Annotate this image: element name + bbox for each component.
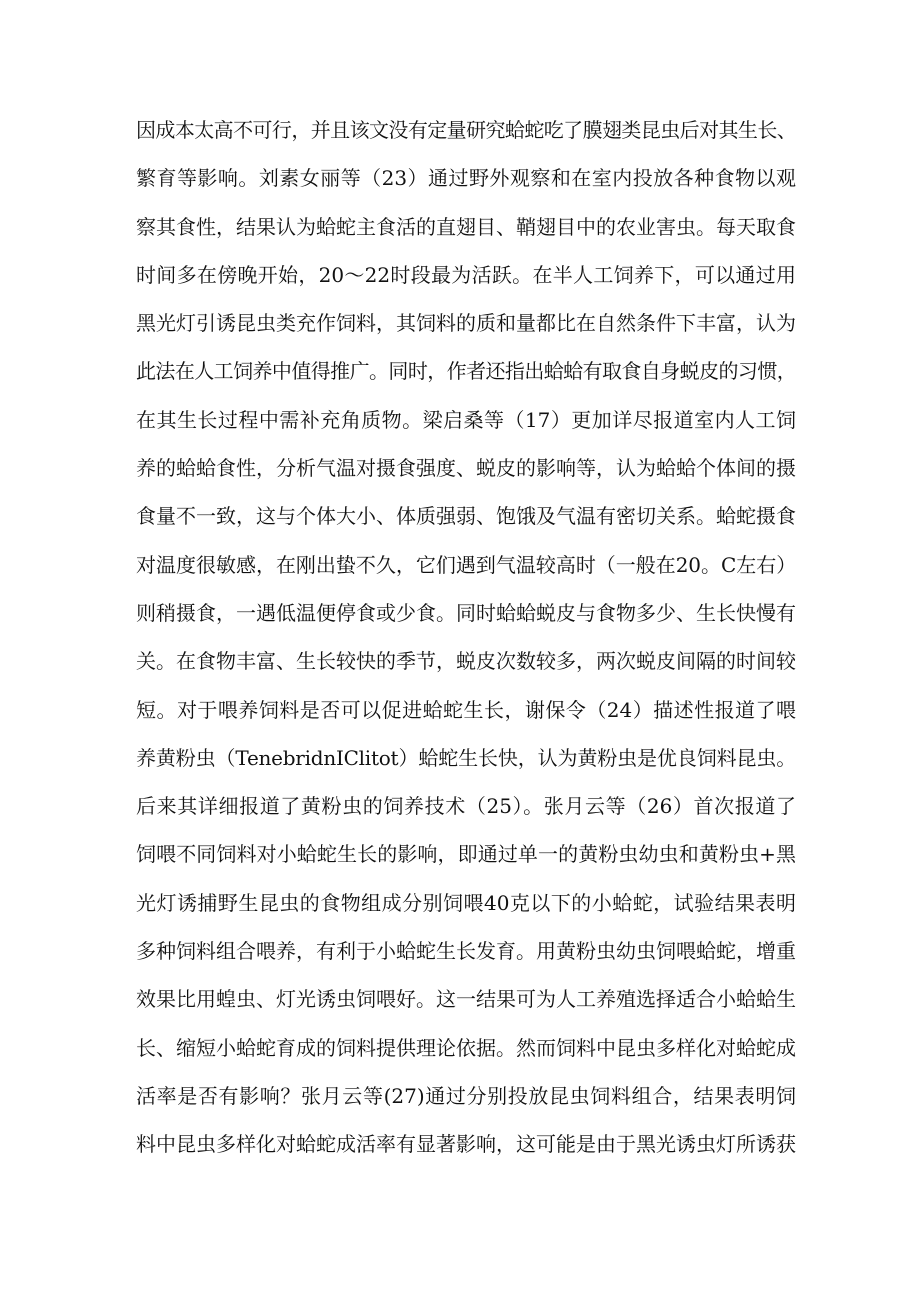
text-line: 食量不一致，这与个体大小、体质强弱、饱饿及气温有密切关系。蛤蛇摄食	[136, 504, 796, 529]
text-line: 饲喂不同饲料对小蛤蛇生长的影响，即通过单一的黄粉虫幼虫和黄粉虫+黑	[136, 842, 796, 867]
text-line: 关。在食物丰富、生长较快的季节，蜕皮次数较多，两次蜕皮间隔的时间较	[136, 649, 796, 674]
text-line: 察其食性，结果认为蛤蛇主食活的直翅目、鞘翅目中的农业害虫。每天取食	[136, 214, 796, 239]
text-line: 因成本太高不可行，并且该文没有定量研究蛤蛇吃了膜翅类昆虫后对其生长、	[136, 118, 796, 142]
text-line: 养的蛤蛤食性，分析气温对摄食强度、蜕皮的影响等，认为蛤蛤个体间的摄	[136, 456, 796, 481]
text-line: 效果比用蝗虫、灯光诱虫饲喂好。这一结果可为人工养殖选择适合小蛤蛤生	[136, 987, 796, 1012]
text-line: 养黄粉虫（TenebridnIClitot）蛤蛇生长快，认为黄粉虫是优良饲料昆虫。	[136, 745, 796, 770]
text-line: 繁育等影响。刘素女丽等（23）通过野外观察和在室内投放各种食物以观	[136, 166, 796, 191]
text-line: 此法在人工饲养中值得推广。同时，作者还指出蛤蛤有取食自身蜕皮的习惯，	[136, 359, 796, 384]
text-line: 后来其详细报道了黄粉虫的饲养技术（25）。张月云等（26）首次报道了	[136, 794, 796, 819]
text-line: 多种饲料组合喂养，有利于小蛤蛇生长发育。用黄粉虫幼虫饲喂蛤蛇，增重	[136, 939, 796, 964]
text-line: 时间多在傍晚开始，20～22时段最为活跃。在半人工饲养下，可以通过用	[136, 262, 796, 287]
text-line: 活率是否有影响？张月云等(27)通过分别投放昆虫饲料组合，结果表明饲	[136, 1083, 796, 1108]
text-line: 黑光灯引诱昆虫类充作饲料，其饲料的质和量都比在自然条件下丰富，认为	[136, 311, 796, 336]
text-line: 长、缩短小蛤蛇育成的饲料提供理论依据。然而饲料中昆虫多样化对蛤蛇成	[136, 1035, 796, 1060]
text-line: 料中昆虫多样化对蛤蛇成活率有显著影响，这可能是由于黑光诱虫灯所诱获	[136, 1132, 796, 1157]
body-paragraph	[136, 106, 796, 1169]
text-line: 光灯诱捕野生昆虫的食物组成分别饲喂40克以下的小蛤蛇，试验结果表明	[136, 890, 796, 915]
text-line: 则稍摄食，一遇低温便停食或少食。同时蛤蛤蜕皮与食物多少、生长快慢有	[136, 600, 796, 625]
text-line: 在其生长过程中需补充角质物。梁启桑等（17）更加详尽报道室内人工饲	[136, 407, 796, 432]
text-line: 对温度很敏感，在刚出蛰不久，它们遇到气温较高时（一般在20。C左右）	[136, 552, 796, 577]
text-line: 短。对于喂养饲料是否可以促进蛤蛇生长，谢保令（24）描述性报道了喂	[136, 697, 796, 722]
